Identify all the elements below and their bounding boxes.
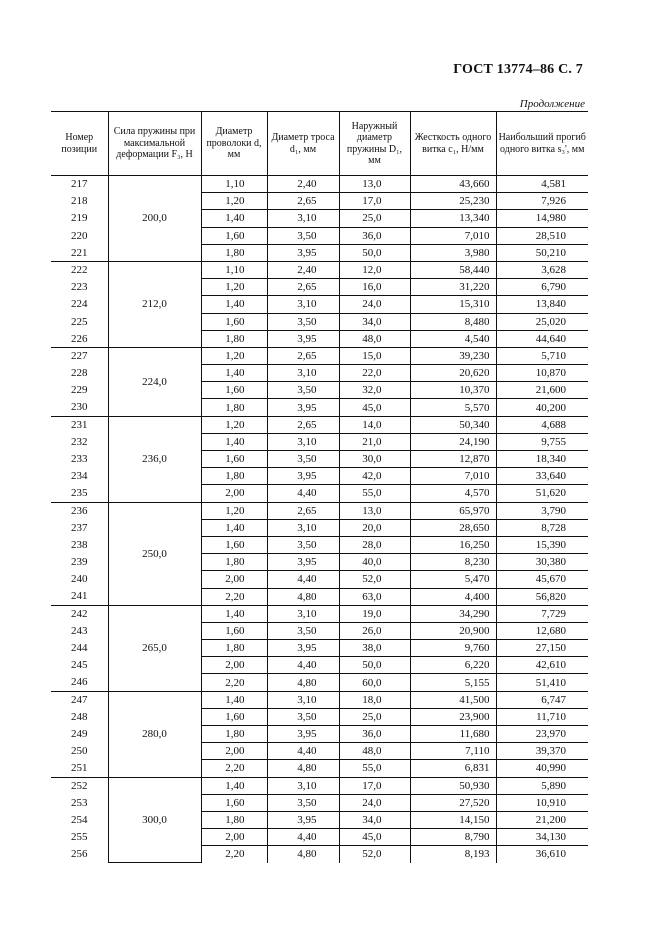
position-number-cell: 235: [71, 487, 88, 500]
value-cell: 6,747: [496, 691, 588, 708]
position-number-cell: 244: [71, 642, 88, 655]
value-cell: 13,840: [496, 296, 588, 313]
spring-force-cell: 224,0: [108, 347, 201, 416]
value-cell: 1,20: [201, 416, 267, 433]
value-cell: 3,95: [267, 468, 339, 485]
value-cell: 8,728: [496, 519, 588, 536]
position-number-cell: 237: [71, 521, 88, 534]
position-number-cell: 242: [51, 605, 108, 622]
position-number-cell: 220: [71, 229, 88, 242]
table-row: [51, 691, 588, 708]
value-cell: 23,970: [496, 726, 588, 743]
value-cell: 1,80: [201, 554, 267, 571]
value-cell: 3,790: [496, 502, 588, 519]
value-cell: 42,0: [339, 468, 410, 485]
value-cell: 20,900: [410, 622, 496, 639]
value-cell: 8,480: [410, 313, 496, 330]
value-cell: 12,680: [496, 622, 588, 639]
value-cell: 3,95: [267, 399, 339, 416]
value-cell: 25,230: [410, 193, 496, 210]
value-cell: 10,910: [496, 794, 588, 811]
value-cell: 34,0: [339, 811, 410, 828]
position-number-cell: 249: [71, 728, 88, 741]
position-number-cell: 256: [71, 848, 88, 861]
value-cell: 11,680: [410, 726, 496, 743]
value-cell: 52,0: [339, 571, 410, 588]
value-cell: 13,0: [339, 176, 410, 193]
value-cell: 24,0: [339, 296, 410, 313]
value-cell: 4,80: [267, 760, 339, 777]
value-cell: 1,20: [201, 279, 267, 296]
position-number-cell: 238: [71, 539, 88, 552]
position-number-cell: 233: [71, 453, 88, 466]
value-cell: 15,390: [496, 536, 588, 553]
table-row: [51, 416, 588, 433]
value-cell: 42,610: [496, 657, 588, 674]
value-cell: 18,0: [339, 691, 410, 708]
value-cell: 1,40: [201, 691, 267, 708]
value-cell: 1,60: [201, 313, 267, 330]
value-cell: 3,980: [410, 244, 496, 261]
value-cell: 8,193: [410, 846, 496, 863]
value-cell: 2,20: [201, 846, 267, 863]
value-cell: 4,581: [496, 176, 588, 193]
value-cell: 65,970: [410, 502, 496, 519]
value-cell: 14,0: [339, 416, 410, 433]
table-body: [51, 176, 588, 863]
value-cell: 3,50: [267, 382, 339, 399]
position-number-cell: 222: [51, 261, 108, 278]
value-cell: 1,60: [201, 227, 267, 244]
value-cell: 2,00: [201, 743, 267, 760]
value-cell: 40,0: [339, 554, 410, 571]
value-cell: 16,0: [339, 279, 410, 296]
value-cell: 6,831: [410, 760, 496, 777]
value-cell: 3,95: [267, 726, 339, 743]
value-cell: 1,60: [201, 451, 267, 468]
value-cell: 55,0: [339, 760, 410, 777]
position-number-cell: 234: [71, 470, 88, 483]
value-cell: 34,290: [410, 605, 496, 622]
column-header: Номер позиции: [51, 112, 108, 176]
value-cell: 10,870: [496, 365, 588, 382]
position-number-cell: 226: [71, 332, 88, 345]
value-cell: 3,10: [267, 605, 339, 622]
value-cell: 14,150: [410, 811, 496, 828]
value-cell: 2,65: [267, 502, 339, 519]
spring-force-cell: 200,0: [108, 176, 201, 262]
value-cell: 50,0: [339, 244, 410, 261]
table-row: [51, 605, 588, 622]
value-cell: 4,40: [267, 743, 339, 760]
position-number-cell: 250: [71, 745, 88, 758]
value-cell: 4,540: [410, 330, 496, 347]
value-cell: 40,990: [496, 760, 588, 777]
position-number-cell: 219: [71, 212, 88, 225]
value-cell: 4,80: [267, 674, 339, 691]
value-cell: 4,80: [267, 846, 339, 863]
value-cell: 51,620: [496, 485, 588, 502]
value-cell: 5,890: [496, 777, 588, 794]
value-cell: 14,980: [496, 210, 588, 227]
value-cell: 3,10: [267, 519, 339, 536]
value-cell: 9,760: [410, 640, 496, 657]
value-cell: 1,60: [201, 708, 267, 725]
table-row: [51, 777, 588, 794]
value-cell: 1,40: [201, 296, 267, 313]
value-cell: 60,0: [339, 674, 410, 691]
value-cell: 24,0: [339, 794, 410, 811]
value-cell: 1,40: [201, 210, 267, 227]
value-cell: 2,20: [201, 760, 267, 777]
value-cell: 1,20: [201, 502, 267, 519]
value-cell: 1,60: [201, 536, 267, 553]
column-header: Диаметр троса d₁, мм: [267, 112, 339, 176]
value-cell: 48,0: [339, 743, 410, 760]
value-cell: 30,0: [339, 451, 410, 468]
value-cell: 1,20: [201, 193, 267, 210]
position-number-cell: 217: [71, 178, 88, 191]
position-number-cell: 239: [71, 556, 88, 569]
value-cell: 2,20: [201, 674, 267, 691]
column-header: Наибольший прогиб одного витка s₃', мм: [496, 112, 588, 176]
value-cell: 3,50: [267, 622, 339, 639]
value-cell: 3,10: [267, 210, 339, 227]
value-cell: 1,40: [201, 519, 267, 536]
value-cell: 4,40: [267, 485, 339, 502]
value-cell: 3,10: [267, 296, 339, 313]
value-cell: 2,65: [267, 279, 339, 296]
value-cell: 25,020: [496, 313, 588, 330]
value-cell: 13,340: [410, 210, 496, 227]
value-cell: 1,40: [201, 605, 267, 622]
table-row: [51, 261, 588, 278]
value-cell: 1,80: [201, 811, 267, 828]
value-cell: 1,10: [201, 261, 267, 278]
value-cell: 20,0: [339, 519, 410, 536]
value-cell: 11,710: [496, 708, 588, 725]
value-cell: 56,820: [496, 588, 588, 605]
value-cell: 39,370: [496, 743, 588, 760]
position-number-cell: 245: [71, 659, 88, 672]
continuation-label: Продолжение: [519, 98, 585, 110]
position-number-cell: 243: [71, 624, 88, 637]
spring-force-cell: 265,0: [108, 605, 201, 691]
value-cell: 1,60: [201, 622, 267, 639]
value-cell: 45,0: [339, 399, 410, 416]
value-cell: 3,10: [267, 365, 339, 382]
value-cell: 24,190: [410, 433, 496, 450]
position-number-cell: 253: [71, 796, 88, 809]
value-cell: 43,660: [410, 176, 496, 193]
position-number-cell: 255: [71, 831, 88, 844]
value-cell: 2,00: [201, 485, 267, 502]
value-cell: 55,0: [339, 485, 410, 502]
position-number-cell: 247: [51, 691, 108, 708]
position-number-cell: 227: [51, 347, 108, 364]
position-number-cell: 246: [71, 676, 88, 689]
value-cell: 3,50: [267, 536, 339, 553]
position-number-cell: 254: [71, 814, 88, 827]
value-cell: 7,110: [410, 743, 496, 760]
value-cell: 2,40: [267, 261, 339, 278]
value-cell: 21,0: [339, 433, 410, 450]
value-cell: 3,95: [267, 811, 339, 828]
position-number-cell: 248: [71, 710, 88, 723]
value-cell: 4,40: [267, 829, 339, 846]
value-cell: 22,0: [339, 365, 410, 382]
value-cell: 21,600: [496, 382, 588, 399]
value-cell: 28,650: [410, 519, 496, 536]
position-number-cell: 241: [71, 590, 88, 603]
value-cell: 58,440: [410, 261, 496, 278]
value-cell: 50,340: [410, 416, 496, 433]
value-cell: 1,40: [201, 777, 267, 794]
value-cell: 12,0: [339, 261, 410, 278]
value-cell: 1,80: [201, 244, 267, 261]
table-header-row: [51, 112, 588, 176]
spring-force-cell: 280,0: [108, 691, 201, 777]
value-cell: 27,150: [496, 640, 588, 657]
position-number-cell: 236: [51, 502, 108, 519]
value-cell: 28,0: [339, 536, 410, 553]
position-number-cell: 225: [71, 315, 88, 328]
value-cell: 5,710: [496, 347, 588, 364]
value-cell: 1,60: [201, 794, 267, 811]
value-cell: 3,95: [267, 244, 339, 261]
spring-force-cell: 300,0: [108, 777, 201, 862]
value-cell: 38,0: [339, 640, 410, 657]
value-cell: 25,0: [339, 708, 410, 725]
value-cell: 5,570: [410, 399, 496, 416]
value-cell: 30,380: [496, 554, 588, 571]
value-cell: 19,0: [339, 605, 410, 622]
value-cell: 16,250: [410, 536, 496, 553]
value-cell: 2,20: [201, 588, 267, 605]
position-number-cell: 228: [71, 367, 88, 380]
position-number-cell: 252: [51, 777, 108, 794]
value-cell: 15,0: [339, 347, 410, 364]
spring-force-cell: 212,0: [108, 261, 201, 347]
page-header: ГОСТ 13774–86 С. 7: [453, 62, 583, 77]
value-cell: 39,230: [410, 347, 496, 364]
column-header: Диаметр проволоки d, мм: [201, 112, 267, 176]
position-number-cell: 223: [71, 281, 88, 294]
value-cell: 33,640: [496, 468, 588, 485]
value-cell: 7,010: [410, 468, 496, 485]
position-number-cell: 251: [71, 762, 88, 775]
value-cell: 3,628: [496, 261, 588, 278]
value-cell: 15,310: [410, 296, 496, 313]
spring-force-cell: 250,0: [108, 502, 201, 605]
value-cell: 50,0: [339, 657, 410, 674]
value-cell: 3,95: [267, 330, 339, 347]
table-row: [51, 347, 588, 364]
value-cell: 32,0: [339, 382, 410, 399]
value-cell: 52,0: [339, 846, 410, 863]
value-cell: 2,65: [267, 347, 339, 364]
value-cell: 1,40: [201, 365, 267, 382]
spring-parameters-table: [51, 111, 588, 863]
table-row: [51, 176, 588, 193]
value-cell: 2,65: [267, 416, 339, 433]
value-cell: 1,80: [201, 726, 267, 743]
value-cell: 6,790: [496, 279, 588, 296]
value-cell: 4,570: [410, 485, 496, 502]
value-cell: 1,80: [201, 640, 267, 657]
value-cell: 6,220: [410, 657, 496, 674]
value-cell: 1,20: [201, 347, 267, 364]
value-cell: 50,930: [410, 777, 496, 794]
value-cell: 1,80: [201, 468, 267, 485]
value-cell: 3,50: [267, 227, 339, 244]
value-cell: 23,900: [410, 708, 496, 725]
position-number-cell: 230: [71, 401, 88, 414]
value-cell: 3,10: [267, 777, 339, 794]
value-cell: 1,40: [201, 433, 267, 450]
value-cell: 18,340: [496, 451, 588, 468]
value-cell: 45,670: [496, 571, 588, 588]
value-cell: 41,500: [410, 691, 496, 708]
value-cell: 1,80: [201, 399, 267, 416]
value-cell: 26,0: [339, 622, 410, 639]
value-cell: 4,400: [410, 588, 496, 605]
position-number-cell: 229: [71, 384, 88, 397]
value-cell: 7,010: [410, 227, 496, 244]
column-header: Сила пружины при максимальной деформации F₃, Н: [108, 112, 201, 176]
position-number-cell: 231: [51, 416, 108, 433]
value-cell: 5,155: [410, 674, 496, 691]
value-cell: 2,40: [267, 176, 339, 193]
table-row: [51, 502, 588, 519]
position-number-cell: 221: [71, 246, 88, 259]
value-cell: 63,0: [339, 588, 410, 605]
value-cell: 4,40: [267, 571, 339, 588]
value-cell: 21,200: [496, 811, 588, 828]
value-cell: 8,230: [410, 554, 496, 571]
value-cell: 2,65: [267, 193, 339, 210]
value-cell: 7,926: [496, 193, 588, 210]
value-cell: 31,220: [410, 279, 496, 296]
value-cell: 51,410: [496, 674, 588, 691]
value-cell: 3,50: [267, 313, 339, 330]
value-cell: 34,130: [496, 829, 588, 846]
position-number-cell: 218: [71, 195, 88, 208]
value-cell: 8,790: [410, 829, 496, 846]
value-cell: 50,210: [496, 244, 588, 261]
value-cell: 3,10: [267, 433, 339, 450]
value-cell: 3,10: [267, 691, 339, 708]
value-cell: 28,510: [496, 227, 588, 244]
value-cell: 2,00: [201, 571, 267, 588]
column-header: Жесткость одного витка c₁, Н/мм: [410, 112, 496, 176]
position-number-cell: 240: [71, 573, 88, 586]
value-cell: 36,0: [339, 227, 410, 244]
value-cell: 3,50: [267, 708, 339, 725]
value-cell: 25,0: [339, 210, 410, 227]
value-cell: 40,200: [496, 399, 588, 416]
value-cell: 34,0: [339, 313, 410, 330]
value-cell: 1,80: [201, 330, 267, 347]
value-cell: 17,0: [339, 777, 410, 794]
value-cell: 3,95: [267, 640, 339, 657]
value-cell: 9,755: [496, 433, 588, 450]
value-cell: 3,50: [267, 451, 339, 468]
value-cell: 4,80: [267, 588, 339, 605]
value-cell: 1,60: [201, 382, 267, 399]
value-cell: 13,0: [339, 502, 410, 519]
column-header: Наружный диаметр пружины D₁, мм: [339, 112, 410, 176]
value-cell: 17,0: [339, 193, 410, 210]
value-cell: 10,370: [410, 382, 496, 399]
value-cell: 3,95: [267, 554, 339, 571]
value-cell: 3,50: [267, 794, 339, 811]
value-cell: 44,640: [496, 330, 588, 347]
spring-force-cell: 236,0: [108, 416, 201, 502]
value-cell: 7,729: [496, 605, 588, 622]
position-number-cell: 224: [71, 298, 88, 311]
value-cell: 2,00: [201, 829, 267, 846]
value-cell: 48,0: [339, 330, 410, 347]
value-cell: 4,688: [496, 416, 588, 433]
value-cell: 27,520: [410, 794, 496, 811]
value-cell: 36,610: [496, 846, 588, 863]
value-cell: 36,0: [339, 726, 410, 743]
value-cell: 20,620: [410, 365, 496, 382]
value-cell: 12,870: [410, 451, 496, 468]
value-cell: 5,470: [410, 571, 496, 588]
value-cell: 45,0: [339, 829, 410, 846]
value-cell: 2,00: [201, 657, 267, 674]
value-cell: 1,10: [201, 176, 267, 193]
value-cell: 4,40: [267, 657, 339, 674]
position-number-cell: 232: [71, 435, 88, 448]
